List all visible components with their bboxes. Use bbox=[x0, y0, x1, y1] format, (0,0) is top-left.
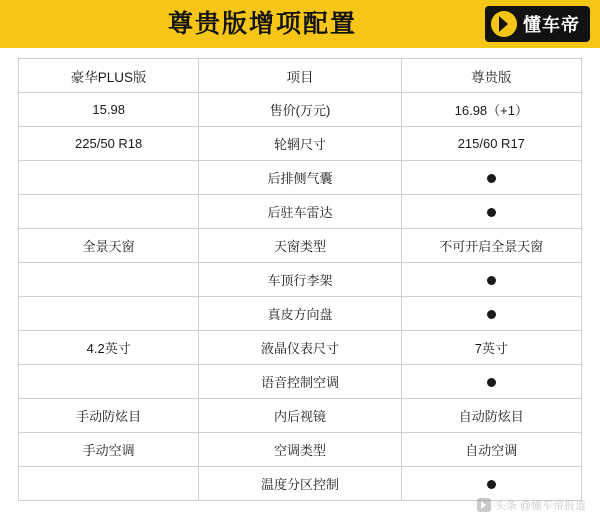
column-header-left: 豪华PLUS版 bbox=[19, 59, 199, 93]
table-row bbox=[19, 93, 582, 127]
column-header-mid: 项目 bbox=[199, 59, 401, 93]
cell-item-name: 空调类型 bbox=[199, 433, 401, 467]
cell-right: 自动空调 bbox=[401, 433, 581, 467]
cell-right: 自动防炫目 bbox=[401, 399, 581, 433]
cell-left bbox=[19, 297, 199, 331]
cell-item-name: 天窗类型 bbox=[199, 229, 401, 263]
feature-dot-icon bbox=[487, 208, 496, 217]
cell-right bbox=[401, 195, 581, 229]
feature-dot-icon bbox=[487, 310, 496, 319]
table-header-row bbox=[19, 59, 582, 93]
cell-right bbox=[401, 263, 581, 297]
cell-right: 16.98（+1） bbox=[401, 93, 581, 127]
table-row bbox=[19, 127, 582, 161]
spec-comparison-table bbox=[18, 58, 582, 501]
table-row bbox=[19, 365, 582, 399]
cell-left: 4.2英寸 bbox=[19, 331, 199, 365]
cell-left: 手动空调 bbox=[19, 433, 199, 467]
table-row bbox=[19, 399, 582, 433]
spec-table-container bbox=[0, 48, 600, 501]
cell-item-name: 后排侧气囊 bbox=[199, 161, 401, 195]
table-row bbox=[19, 263, 582, 297]
brand-badge bbox=[485, 6, 590, 42]
cell-item-name: 售价(万元) bbox=[199, 93, 401, 127]
cell-right: 不可开启全景天窗 bbox=[401, 229, 581, 263]
cell-left: 225/50 R18 bbox=[19, 127, 199, 161]
cell-right bbox=[401, 365, 581, 399]
page-header bbox=[0, 0, 600, 48]
cell-right bbox=[401, 161, 581, 195]
table-row bbox=[19, 161, 582, 195]
cell-item-name: 真皮方向盘 bbox=[199, 297, 401, 331]
feature-dot-icon bbox=[487, 174, 496, 183]
cell-left bbox=[19, 263, 199, 297]
feature-dot-icon bbox=[487, 480, 496, 489]
table-row bbox=[19, 297, 582, 331]
feature-dot-icon bbox=[487, 276, 496, 285]
cell-left bbox=[19, 195, 199, 229]
table-row bbox=[19, 433, 582, 467]
play-circle-icon bbox=[491, 11, 517, 37]
cell-right bbox=[401, 297, 581, 331]
cell-left bbox=[19, 161, 199, 195]
feature-dot-icon bbox=[487, 378, 496, 387]
page-title: 尊贵版增项配置 bbox=[167, 10, 357, 38]
cell-left bbox=[19, 365, 199, 399]
cell-left: 手动防炫目 bbox=[19, 399, 199, 433]
cell-item-name: 液晶仪表尺寸 bbox=[199, 331, 401, 365]
table-row bbox=[19, 467, 582, 501]
cell-left: 15.98 bbox=[19, 93, 199, 127]
cell-item-name: 车顶行李架 bbox=[199, 263, 401, 297]
cell-right bbox=[401, 467, 581, 501]
table-row bbox=[19, 229, 582, 263]
watermark bbox=[477, 497, 586, 513]
brand-name: 懂车帝 bbox=[523, 15, 580, 35]
cell-right: 7英寸 bbox=[401, 331, 581, 365]
cell-item-name: 温度分区控制 bbox=[199, 467, 401, 501]
cell-left bbox=[19, 467, 199, 501]
watermark-text: 头条 @懂车帝报道 bbox=[494, 500, 586, 512]
cell-right: 215/60 R17 bbox=[401, 127, 581, 161]
cell-item-name: 后驻车雷达 bbox=[199, 195, 401, 229]
cell-item-name: 轮辋尺寸 bbox=[199, 127, 401, 161]
table-row bbox=[19, 331, 582, 365]
cell-item-name: 内后视镜 bbox=[199, 399, 401, 433]
cell-item-name: 语音控制空调 bbox=[199, 365, 401, 399]
toutiao-logo-icon bbox=[477, 498, 491, 512]
table-row bbox=[19, 195, 582, 229]
cell-left: 全景天窗 bbox=[19, 229, 199, 263]
column-header-right: 尊贵版 bbox=[401, 59, 581, 93]
